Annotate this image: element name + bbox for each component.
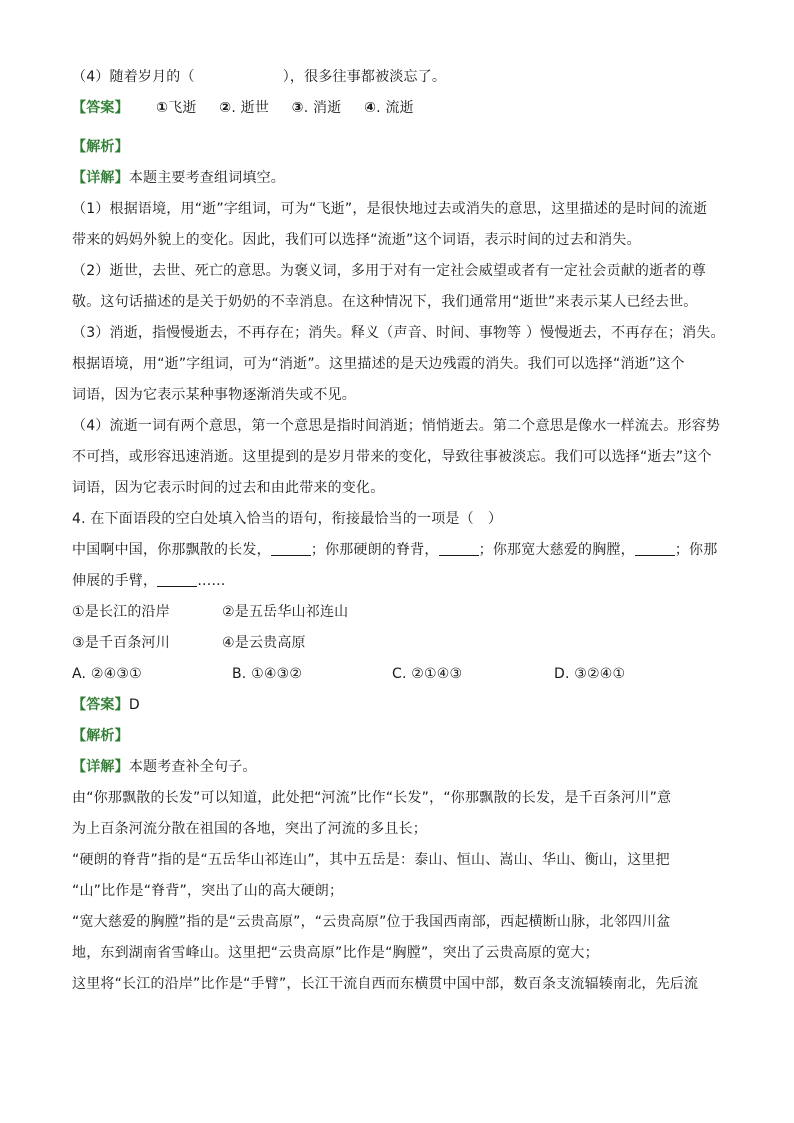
q3-analysis-tag: 【解析】 xyxy=(72,139,129,155)
q4-line: 这里将“长江的沿岸”比作是“手臂”，长江干流自西而东横贯中国中部，数百条支流辐辏南北，先后流 xyxy=(72,976,699,992)
q4-choice-row xyxy=(72,628,722,659)
q4-detail: 【详解】本题考查补全句子。 xyxy=(72,759,257,775)
q3-line: （1）根据语境，用“逝”字组词，可为“飞逝”，是很快地过去或消失的意思，这里描述的是时间的流逝 xyxy=(72,201,708,217)
answer-item: ②. 逝世 xyxy=(219,100,270,116)
fill-blank xyxy=(439,541,479,556)
q4-line: “山”比作是“脊背”，突出了山的高大硬朗； xyxy=(72,883,344,899)
choice-item: ②是五岳华山祁连山 xyxy=(222,604,349,620)
q3-item4: （4）随着岁月的（ ），很多往事都被淡忘了。 xyxy=(72,69,447,85)
answer-item: ①飞逝 xyxy=(156,100,197,116)
option-d: D. ③②④① xyxy=(554,666,626,682)
q4-line: “宽大慈爱的胸膛”指的是“云贵高原”，“云贵高原”位于我国西南部，西起横断山脉，北邻四川盆 xyxy=(72,914,671,930)
choice-item: ③是千百条河川 xyxy=(72,635,170,651)
answer-item: ④. 流逝 xyxy=(364,100,414,116)
q4-options xyxy=(72,659,722,690)
q4-line: “硬朗的脊背”指的是“五岳华山祁连山”，其中五岳是：泰山、恒山、嵩山、华山、衡山，这里把 xyxy=(72,852,670,868)
answer-item: ③. 消逝 xyxy=(291,100,342,116)
q3-line: 词语，因为它表示某种事物逐渐消失或不见。 xyxy=(72,387,356,403)
q4-stem: 4. 在下面语段的空白处填入恰当的语句，衔接最恰当的一项是（ ） xyxy=(72,511,503,527)
fill-blank xyxy=(635,541,675,556)
q4-line: 为上百条河流分散在祖国的各地，突出了河流的多且长； xyxy=(72,821,427,837)
q3-line: 不可挡，或形容迅速消逝。这里提到的是岁月带来的变化，导致往事被淡忘。我们可以选择“逝去”这个 xyxy=(72,449,712,465)
q4-line: 由“你那飘散的长发”可以知道，此处把“河流”比作“长发”，“你那飘散的长发，是千百条河川”意 xyxy=(72,790,672,806)
q3-detail: 【详解】本题主要考查组词填空。 xyxy=(72,170,286,186)
q4-passage: 伸展的手臂， …… xyxy=(72,573,226,589)
q4-answer: 【答案】D xyxy=(72,697,140,713)
answer-tag: 【答案】 xyxy=(72,100,129,116)
document-page xyxy=(72,62,725,1000)
fill-blank xyxy=(271,541,311,556)
choice-item: ④是云贵高原 xyxy=(222,635,306,651)
q3-answer xyxy=(72,93,722,124)
q3-line: 词语，因为它表示时间的过去和由此带来的变化。 xyxy=(72,480,385,496)
q4-choice-row xyxy=(72,597,722,628)
option-b: B. ①④③② xyxy=(232,666,303,682)
choice-item: ①是长江的沿岸 xyxy=(72,604,170,620)
option-c: C. ②①④③ xyxy=(392,666,463,682)
fill-blank xyxy=(157,572,197,587)
q3-line: （2）逝世，去世、死亡的意思。为褒义词，多用于对有一定社会威望或者有一定社会贡献的逝者的尊 xyxy=(72,263,706,279)
option-a: A. ②④③① xyxy=(72,666,142,682)
q4-analysis-tag: 【解析】 xyxy=(72,728,129,744)
q3-line: 敬。这句话描述的是关于奶奶的不幸消息。在这种情况下，我们通常用“逝世”来表示某人已经去世。 xyxy=(72,294,698,310)
q3-line: （4）流逝一词有两个意思，第一个意思是指时间消逝；悄悄逝去。第二个意思是像水一样流去。形容势 xyxy=(72,418,721,434)
q3-line: 根据语境，用“逝”字组词，可为“消逝”。这里描述的是天边残霞的消失。我们可以选择“消逝”这个 xyxy=(72,356,685,372)
q4-line: 地，东到湖南省雪峰山。这里把“云贵高原”比作是“胸膛”，突出了云贵高原的宽大； xyxy=(72,945,599,961)
q3-line: （3）消逝，指慢慢逝去，不再存在；消失。释义（声音、时间、事物等 ）慢慢逝去，不再存在；消失。 xyxy=(72,325,725,341)
q3-line: 带来的妈妈外貌上的变化。因此，我们可以选择“流逝”这个词语，表示时间的过去和消失。 xyxy=(72,232,641,248)
q4-passage: 中国啊中国，你那飘散的长发， ；你那硬朗的脊背， ；你那宽大慈爱的胸膛， ；你那 xyxy=(72,542,718,558)
